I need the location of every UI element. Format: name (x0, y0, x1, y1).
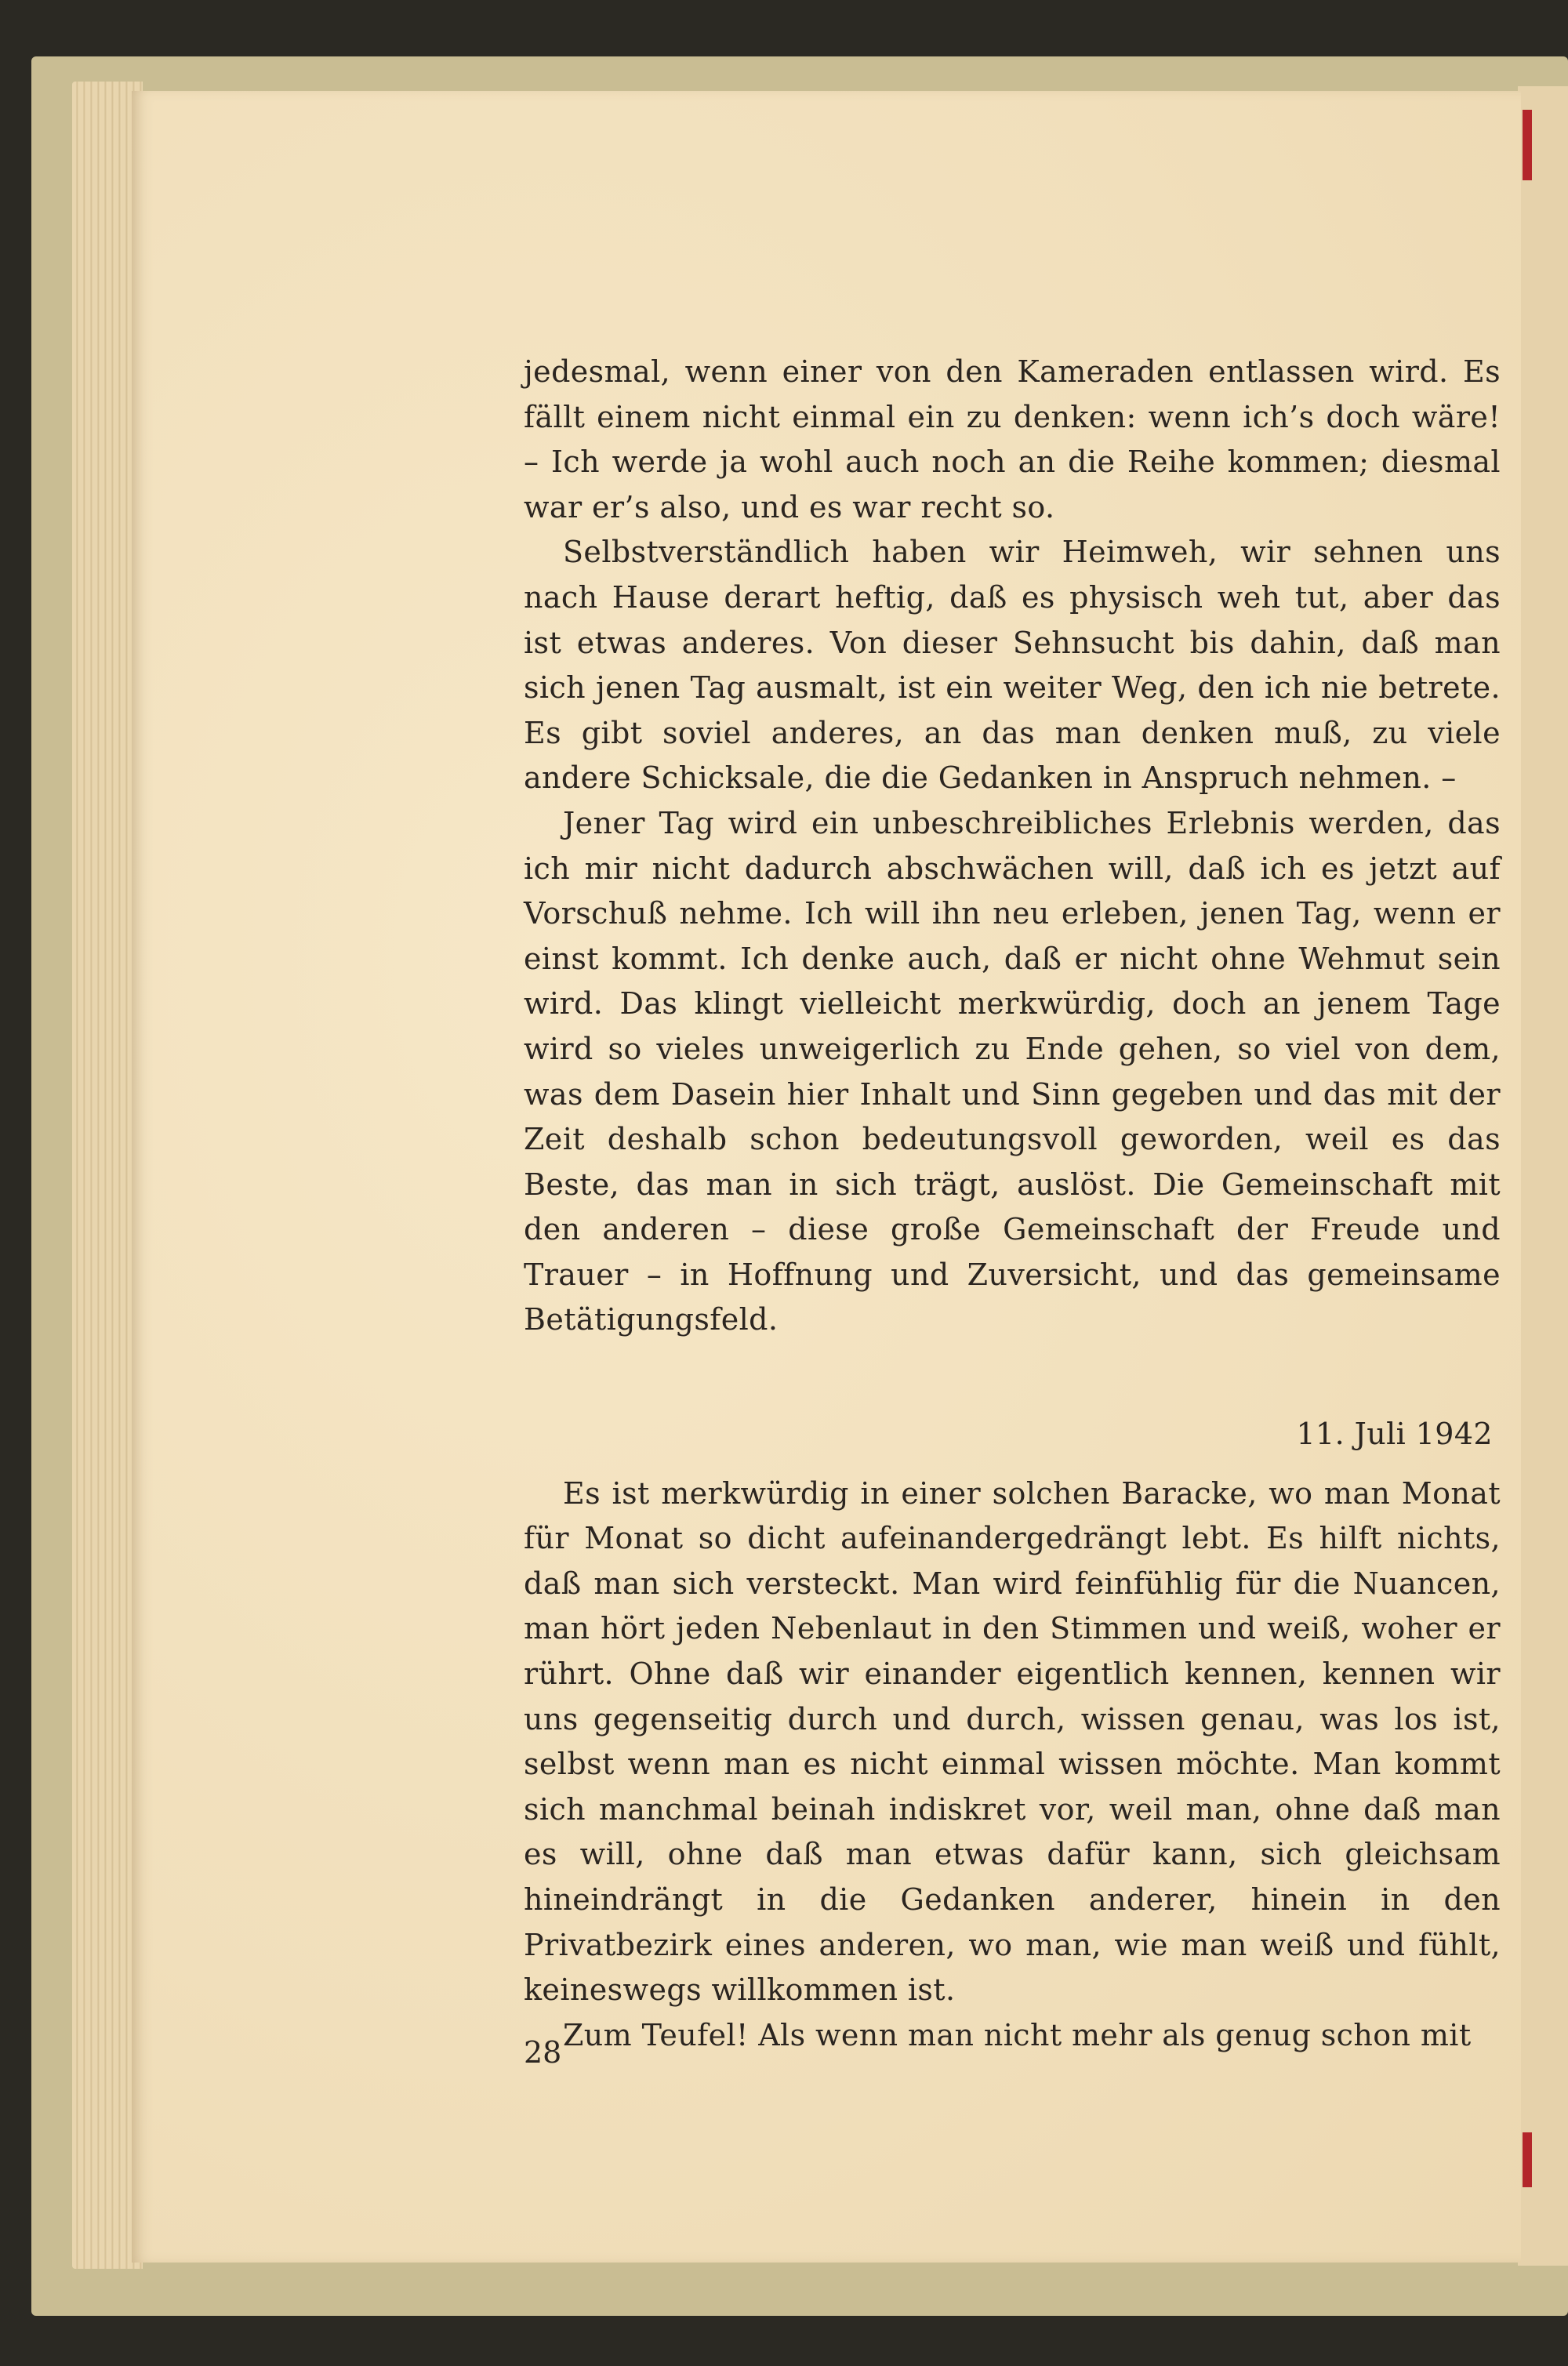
paragraph-1: jedesmal, wenn einer von den Kameraden entlassen wird. Es fällt einem nicht einmal ein zu denken: wenn ich’s doch wäre! – Ich werde ja wohl auch noch an die Reihe kommen; diesmal war er’s also, und es war recht so. (524, 354, 1501, 524)
right-page-edge (1518, 86, 1568, 2266)
paragraph-4: Es ist merkwürdig in einer solchen Baracke, wo man Monat für Monat so dicht aufeinandergedrängt lebt. Es hilft nichts, daß man sich versteckt. Man wird feinfühlig für die Nuancen, man hört jeden Nebenlaut in den Stimmen und weiß, woher er rührt. Ohne daß wir einander eigentlich kennen, kennen wir uns gegenseitig durch und durch, wissen genau, was los ist, selbst wenn man es nicht einmal wissen möchte. Man kommt sich manchmal beinah indiskret vor, weil man, ohne daß man es will, ohne daß man etwas dafür kann, sich gleichsam hineindrängt in die Gedanken anderer, hinein in den Privatbezirk eines anderen, wo man, wie man weiß und fühlt, keineswegs willkommen ist. (524, 1475, 1501, 2008)
date-heading: 11. Juli 1942 (1296, 1417, 1493, 1452)
page-text (524, 350, 1501, 2058)
paragraph-2: Selbstverständlich haben wir Heimweh, wir sehnen uns nach Hause derart heftig, daß es physisch weh tut, aber das ist etwas anderes. Von dieser Sehnsucht bis dahin, daß man sich jenen Tag ausmalt, ist ein weiter Weg, den ich nie betrete. Es gibt soviel anderes, an das man denken muß, zu viele andere Schicksale, die die Gedanken in Anspruch nehmen. – (524, 535, 1501, 796)
paragraph-5: Zum Teufel! Als wenn man nicht mehr als genug schon mit (563, 2017, 1472, 2052)
book-page (132, 91, 1521, 2263)
paragraph-3: Jener Tag wird ein unbeschreibliches Erlebnis werden, das ich mir nicht dadurch abschwächen will, daß ich es jetzt auf Vorschuß nehme. Ich will ihn neu erleben, jenen Tag, wenn er einst kommt. Ich denke auch, daß er nicht ohne Wehmut sein wird. Das klingt vielleicht merkwürdig, doch an jenem Tage wird so vieles unweigerlich zu Ende gehen, so viel von dem, was dem Dasein hier Inhalt und Sinn gegeben und das mit der Zeit deshalb schon bedeutungsvoll geworden, weil es das Beste, das man in sich trägt, auslöst. Die Gemeinschaft mit den anderen – diese große Gemeinschaft der Freude und Trauer – in Hoffnung und Zuversicht, und das gemeinsame Betätigungsfeld. (524, 805, 1501, 1337)
page-number: 28 (524, 2035, 562, 2070)
red-edge-mark-top (1523, 110, 1532, 180)
red-edge-mark-bottom (1523, 2132, 1532, 2187)
